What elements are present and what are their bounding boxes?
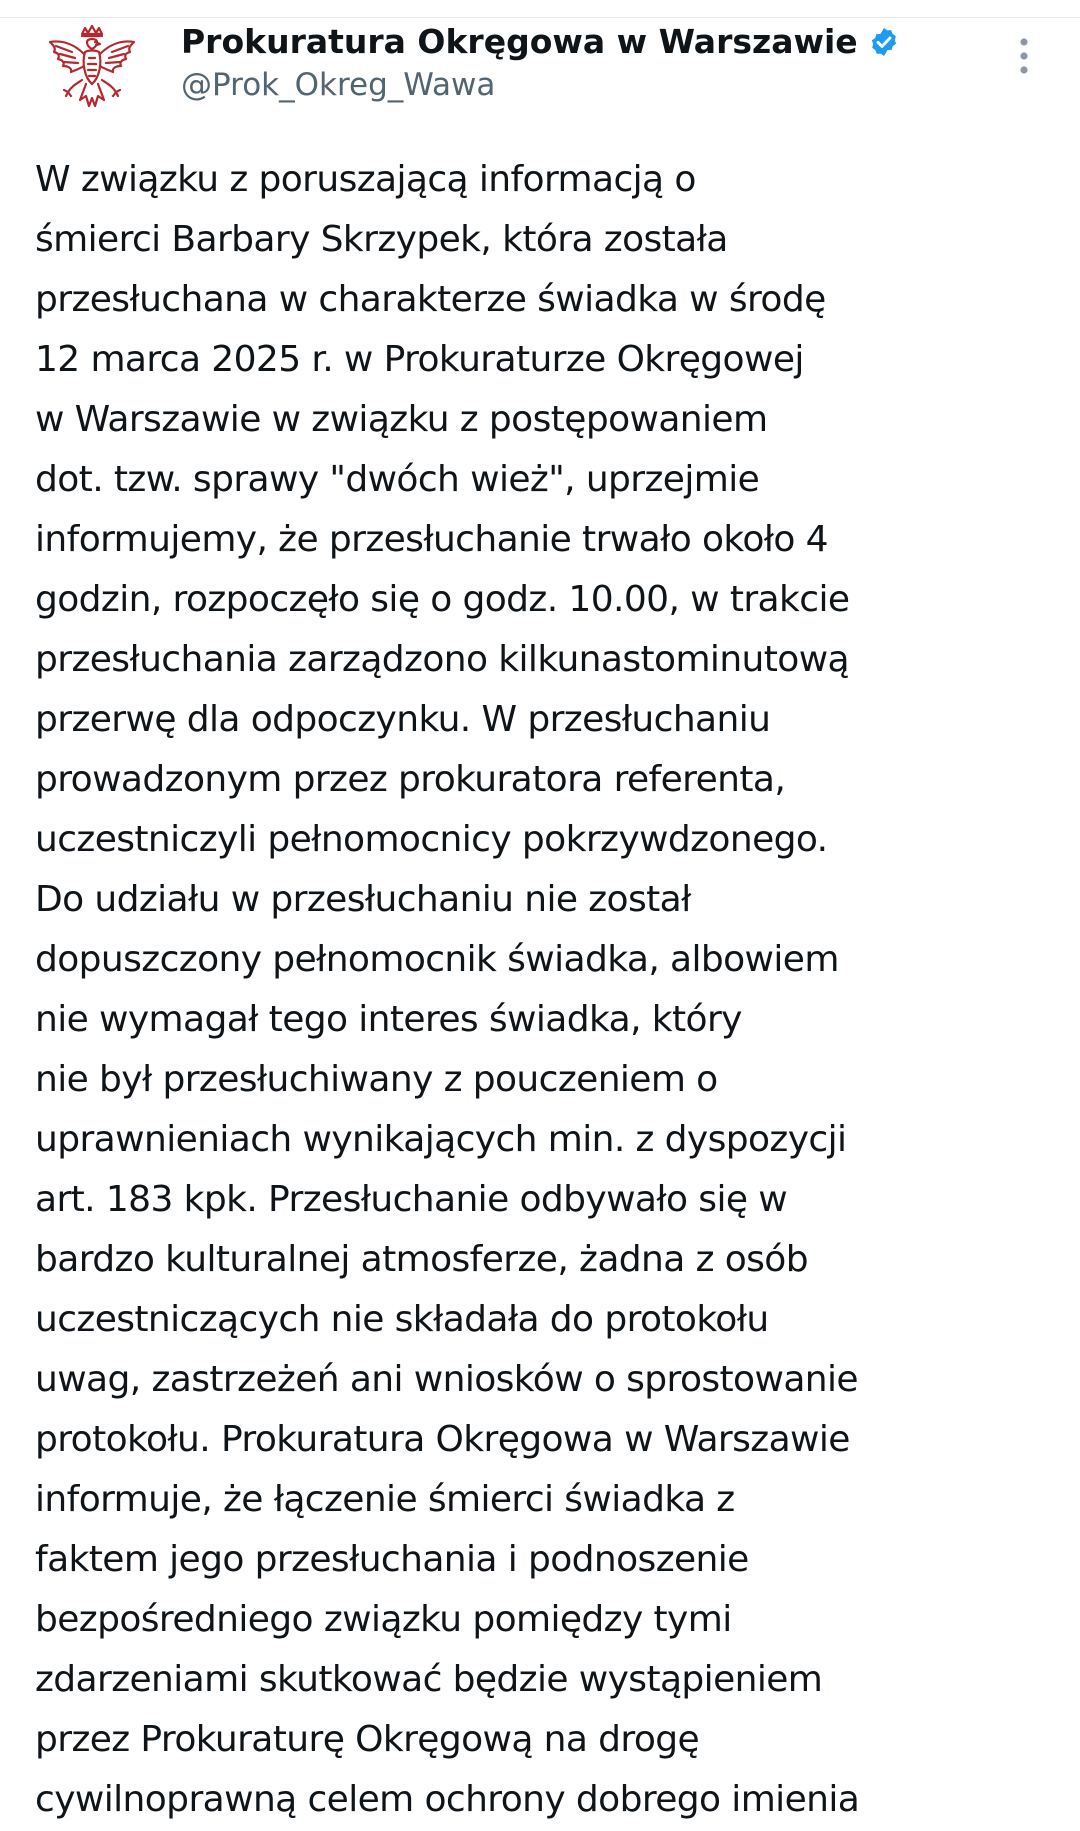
tweet-text-line: w Warszawie w związku z postępowaniem [35, 399, 768, 440]
tweet-text-line: art. 183 kpk. Przesłuchanie odbywało się w [35, 1179, 788, 1220]
tweet-text-line: faktem jego przesłuchania i podnoszenie [35, 1539, 749, 1580]
tweet-text-line: bezpośredniego związku pomiędzy tymi [35, 1599, 732, 1640]
tweet-text-line: 12 marca 2025 r. w Prokuraturze Okręgowej [35, 339, 804, 380]
tweet-text-line: dot. tzw. sprawy "dwóch wież", uprzejmie [35, 459, 760, 500]
tweet-text-line: bardzo kulturalnej atmosferze, żadna z osób [35, 1239, 808, 1280]
tweet-text-line: dopuszczony pełnomocnik świadka, albowiem [35, 939, 839, 980]
tweet-text-line: nie był przesłuchiwany z pouczeniem o [35, 1059, 718, 1100]
tweet-text-line: zdarzeniami skutkować będzie wystąpieniem [35, 1659, 823, 1700]
tweet-text-line: śmierci Barbary Skrzypek, która została [35, 219, 728, 260]
tweet-text-line: prowadzonym przez prokuratora referenta, [35, 759, 786, 800]
tweet-text-line: informuje, że łączenie śmierci świadka z [35, 1479, 735, 1520]
tweet-text-line: W związku z poruszającą informacją o [35, 159, 696, 200]
tweet-text [35, 150, 1065, 1830]
tweet-text-line: uczestniczyli pełnomocnicy pokrzywdzonego. [35, 819, 828, 860]
tweet-text-line: protokołu. Prokuratura Okręgowa w Warszawie [35, 1419, 850, 1460]
tweet-text-line: przez Prokuraturę Okręgową na drogę [35, 1719, 700, 1760]
tweet-text-line: uwag, zastrzeżeń ani wniosków o sprostowanie [35, 1359, 858, 1400]
tweet-text-line: Do udziału w przesłuchaniu nie został [35, 879, 691, 920]
tweet-text-line: godzin, rozpoczęło się o godz. 10.00, w trakcie [35, 579, 850, 620]
verified-badge-icon [868, 26, 900, 58]
account-name-row[interactable] [181, 20, 900, 64]
tweet-text-line: przesłuchana w charakterze świadka w środę [35, 279, 826, 320]
more-vertical-icon[interactable] [1010, 34, 1038, 78]
avatar[interactable] [42, 22, 142, 122]
tweet-text-line: informujemy, że przesłuchanie trwało około 4 [35, 519, 828, 560]
account-handle[interactable]: @Prok_Okreg_Wawa [181, 67, 496, 103]
tweet-text-line: przerwę dla odpoczynku. W przesłuchaniu [35, 699, 771, 740]
tweet-text-line: uczestniczących nie składała do protokołu [35, 1299, 769, 1340]
tweet-text-line: uprawnieniach wynikających min. z dyspozycji [35, 1119, 847, 1160]
tweet-text-line: przesłuchania zarządzono kilkunastominutową [35, 639, 849, 680]
polish-eagle-emblem-icon [42, 22, 142, 122]
tweet-header [0, 0, 1080, 120]
display-name[interactable]: Prokuratura Okręgowa w Warszawie [181, 22, 858, 61]
tweet-text-line: cywilnoprawną celem ochrony dobrego imienia [35, 1779, 860, 1820]
tweet-text-line: nie wymagał tego interes świadka, który [35, 999, 742, 1040]
